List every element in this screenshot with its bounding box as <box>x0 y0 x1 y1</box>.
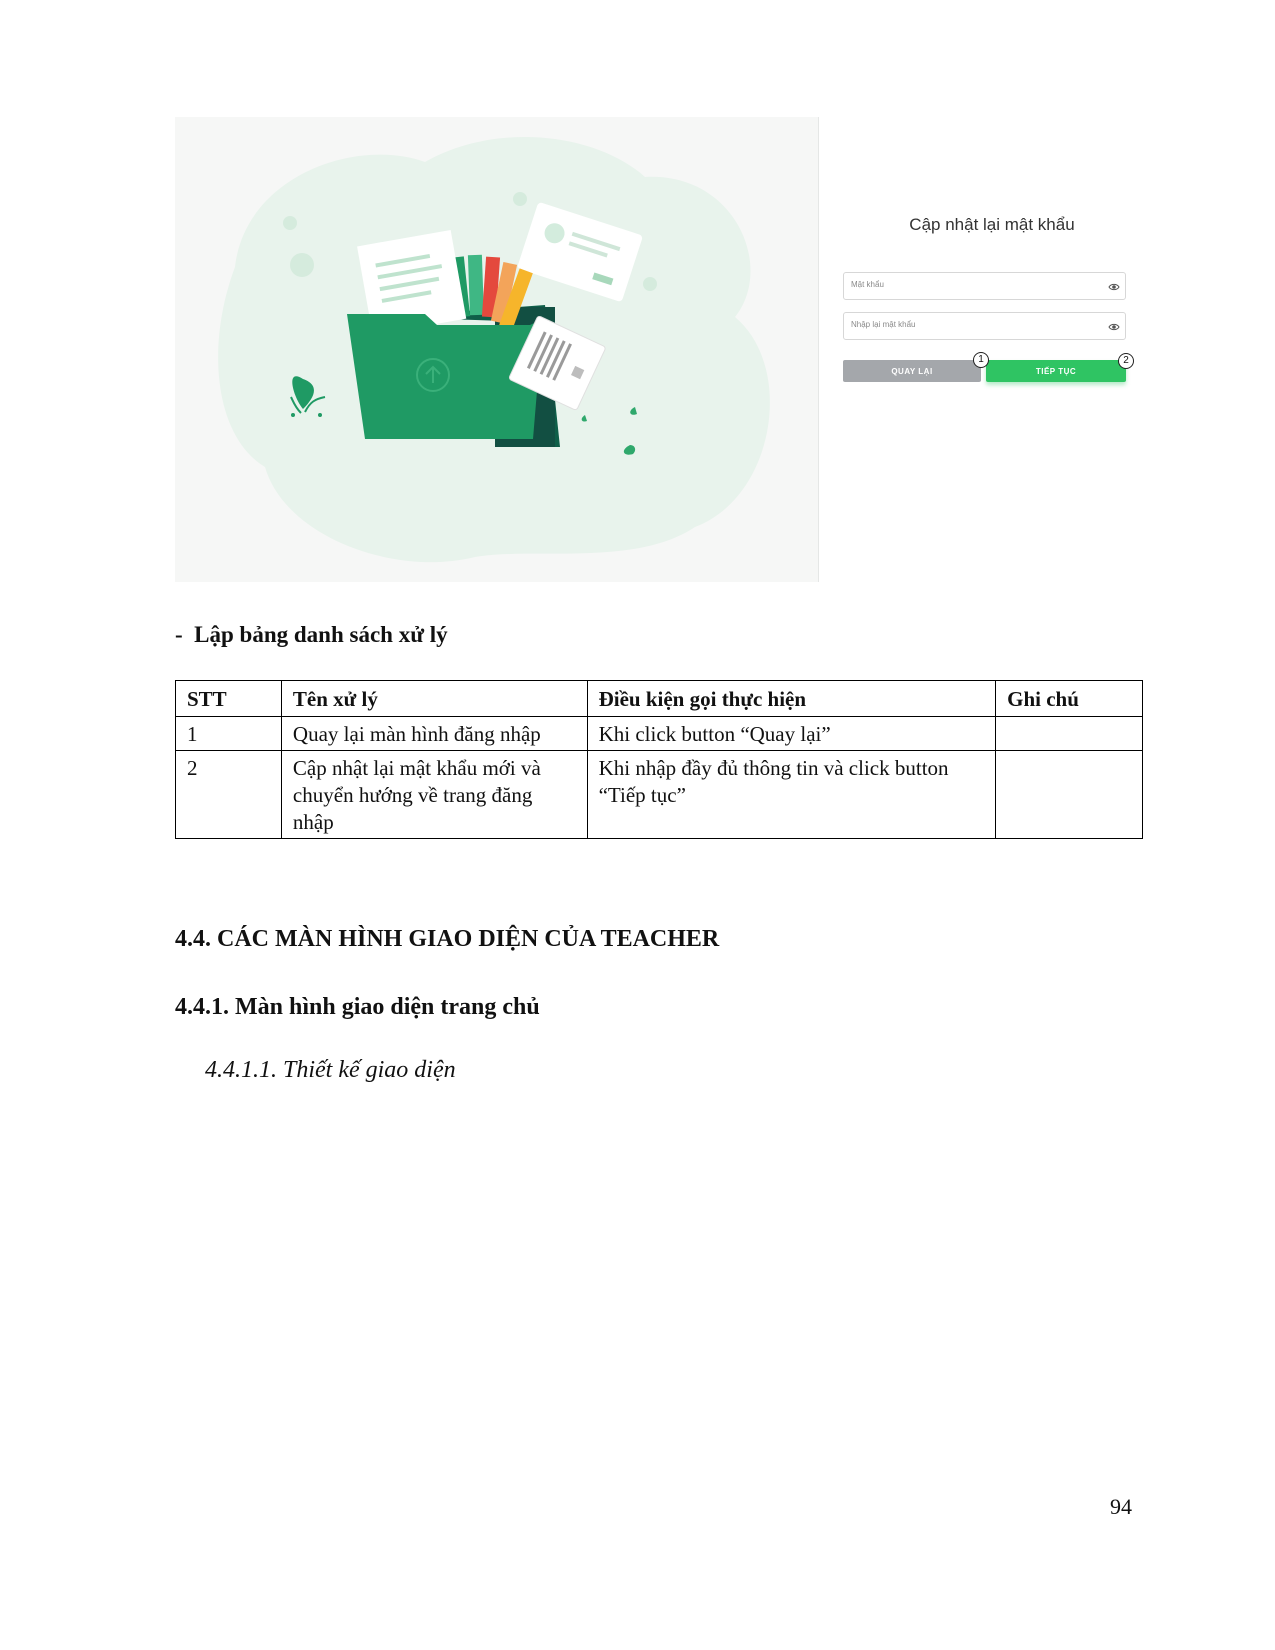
password-input[interactable] <box>851 280 1091 289</box>
table-cell-note <box>996 751 1143 839</box>
password-field[interactable] <box>843 272 1126 300</box>
processing-table <box>175 680 1143 839</box>
table-cell-name: Cập nhật lại mật khẩu mới và chuyển hướng về trang đăng nhập <box>281 751 587 839</box>
table-cell-condition: Khi click button “Quay lại” <box>587 717 996 751</box>
annotation-badge-2: 2 <box>1118 353 1134 369</box>
table-row <box>176 751 1143 839</box>
table-header: Tên xử lý <box>281 681 587 717</box>
password-update-form <box>819 117 1165 582</box>
table-cell-stt: 1 <box>176 717 282 751</box>
decor-dot <box>283 216 297 230</box>
table-header: Ghi chú <box>996 681 1143 717</box>
table-cell-note <box>996 717 1143 751</box>
page-number: 94 <box>1110 1494 1132 1519</box>
swatch <box>468 255 484 315</box>
subsubsection-heading: 4.4.1.1. Thiết kế giao diện <box>205 1057 456 1083</box>
table-cell-condition: Khi nhập đầy đủ thông tin và click button “Tiếp tục” <box>587 751 996 839</box>
eye-icon[interactable] <box>1108 321 1120 333</box>
back-button[interactable]: QUAY LẠI <box>843 360 981 382</box>
folder-illustration <box>175 117 818 582</box>
table-row <box>176 717 1143 751</box>
table-cell-name: Quay lại màn hình đăng nhập <box>281 717 587 751</box>
continue-button[interactable]: TIẾP TỤC <box>986 360 1126 382</box>
subsection-heading: 4.4.1. Màn hình giao diện trang chủ <box>175 994 540 1020</box>
annotation-badge-1: 1 <box>973 352 989 368</box>
section-heading: 4.4. CÁC MÀN HÌNH GIAO DIỆN CỦA TEACHER <box>175 926 720 952</box>
decor-dot <box>513 192 527 206</box>
table-header: STT <box>176 681 282 717</box>
screenshot-figure <box>175 117 1165 582</box>
decor-dot <box>643 277 657 291</box>
confirm-password-input[interactable] <box>851 320 1091 329</box>
eye-icon[interactable] <box>1108 281 1120 293</box>
decor-dot <box>290 253 314 277</box>
table-header: Điều kiện gọi thực hiện <box>587 681 996 717</box>
form-title: Cập nhật lại mật khẩu <box>909 215 1075 234</box>
confirm-password-field[interactable] <box>843 312 1126 340</box>
bullet-heading-text: Lập bảng danh sách xử lý <box>194 622 448 647</box>
illustration-panel <box>175 117 818 582</box>
bullet-heading <box>175 622 448 648</box>
table-header-row <box>176 681 1143 717</box>
bullet-dash: - <box>175 622 183 647</box>
table-cell-stt: 2 <box>176 751 282 839</box>
